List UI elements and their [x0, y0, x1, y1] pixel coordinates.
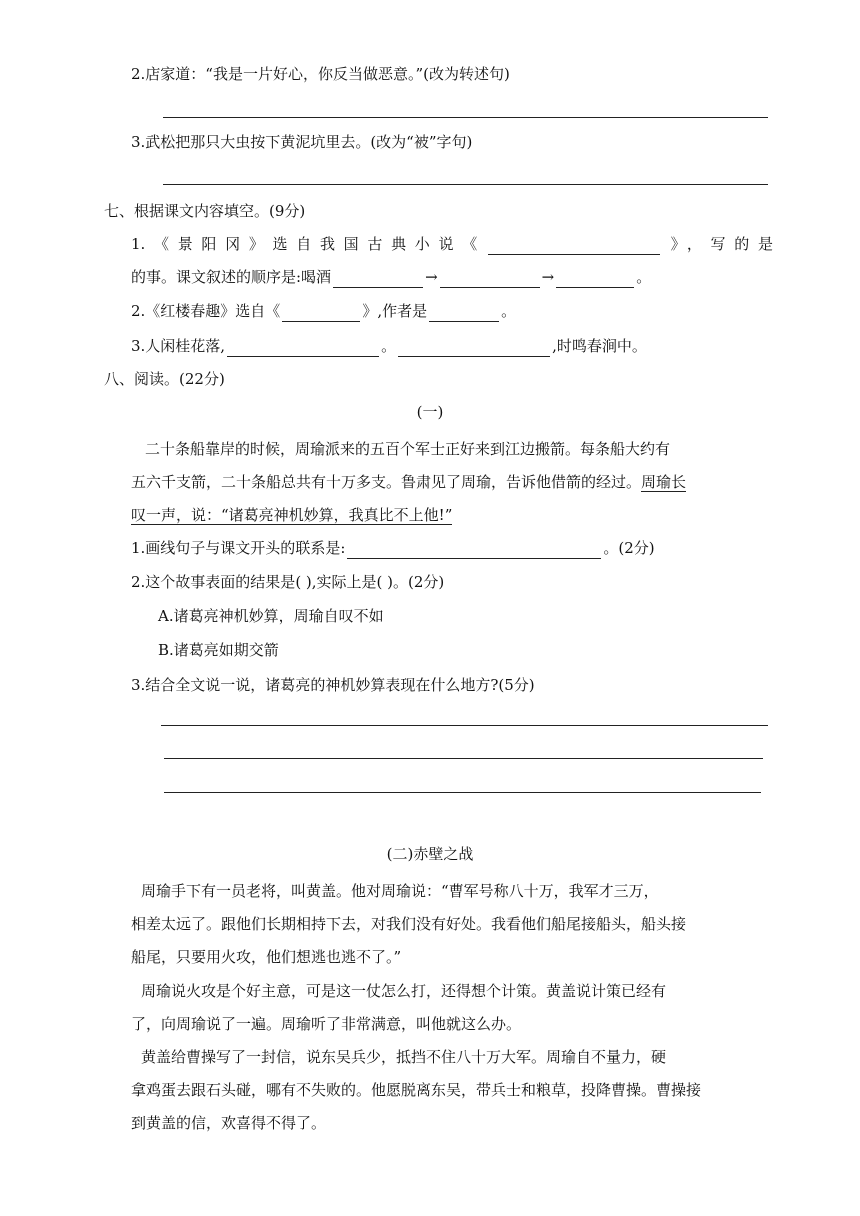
blank-novel-name[interactable] — [488, 236, 660, 255]
blank-source-book[interactable] — [282, 303, 360, 322]
p2-line: 周瑜说火攻是个好主意，可是这一仗怎么打，还得想个计策。黄盖说计策已经有 — [141, 982, 667, 1000]
s7-item3-text-c: ,时鸣春涧中。 — [552, 337, 647, 355]
passage1-line-1-text: 二十条船靠岸的时候，周瑜派来的五百个军士正好来到江边搬箭。每条船大约有 — [145, 440, 671, 458]
s7-item1-text-c: 的事。课文叙述的顺序是:喝酒 — [131, 268, 332, 286]
passage1-title-row — [0, 401, 860, 423]
s7-item-3 — [131, 335, 647, 357]
passage1-title: (一) — [416, 403, 444, 421]
passage2-title: (二)赤壁之战 — [386, 845, 474, 863]
s7-item1-text-b: 》，写的是 — [661, 235, 773, 253]
passage2-paragraph-3 — [131, 1041, 773, 1140]
blank-poem-line-1[interactable] — [227, 338, 379, 357]
blank-order-1[interactable] — [333, 269, 423, 288]
s7-item-1-line-a — [131, 233, 773, 255]
underlined-sentence-part1: 周瑜长 — [641, 473, 687, 491]
s7-item1-end: 。 — [636, 268, 652, 286]
s7-item2-text-b: 》,作者是 — [362, 302, 428, 320]
p2-line: 拿鸡蛋去跟石头碰，哪有不失败的。他愿脱离东吴，带兵士和粮草，投降曹操。曹操接 — [131, 1081, 702, 1099]
answer-line-p1-q3-2[interactable] — [164, 758, 763, 759]
passage1-line-3 — [131, 499, 773, 532]
passage2-paragraph-2 — [131, 975, 773, 1041]
blank-order-2[interactable] — [440, 269, 540, 288]
option-a[interactable]: A.诸葛亮神机妙算，周瑜自叹不如 — [158, 607, 384, 625]
arrow-icon: → — [541, 268, 555, 286]
answer-line-q3[interactable] — [163, 184, 768, 185]
q6-item-3: 3.武松把那只大虫按下黄泥坑里去。(改为“被”字句) — [131, 133, 473, 151]
p1-q1-text: 1.画线句子与课文开头的联系是: — [131, 539, 346, 557]
s7-item3-text-a: 3.人闲桂花落, — [131, 337, 226, 355]
underlined-sentence-part2: 叹一声，说：“诸葛亮神机妙算，我真比不上他!” — [131, 506, 453, 524]
section8-heading: 八、阅读。(22分) — [104, 370, 225, 388]
s7-item2-end: 。 — [501, 302, 517, 320]
blank-order-3[interactable] — [556, 269, 634, 288]
answer-line-p1-q3-1[interactable] — [161, 725, 768, 726]
p2-line: 黄盖给曹操写了一封信，说东吴兵少，抵挡不住八十万大军。周瑜自不量力，硬 — [141, 1048, 667, 1066]
q6-item-2: 2.店家道：“我是一片好心，你反当做恶意。”(改为转述句) — [131, 65, 510, 83]
answer-line-p1-q3-3[interactable] — [164, 792, 761, 793]
blank-poem-line-2[interactable] — [398, 338, 550, 357]
p2-line: 周瑜手下有一员老将，叫黄盖。他对周瑜说：“曹军号称八十万，我军才三万， — [141, 882, 659, 900]
p1-q1-score: 。(2分) — [603, 539, 655, 557]
s7-item-1-line-b — [131, 266, 651, 288]
p1-question-2: 2.这个故事表面的结果是( ),实际上是( )。(2分) — [131, 573, 445, 591]
option-b[interactable]: B.诸葛亮如期交箭 — [158, 641, 279, 659]
passage2-paragraph-1 — [131, 875, 773, 974]
s7-item1-text-a: 1.《景阳冈》选自我国古典小说《 — [131, 235, 486, 253]
passage1-text — [131, 433, 773, 532]
passage1-line-2-plain: 五六千支箭，二十条船总共有十万多支。鲁肃见了周瑜，告诉他借箭的经过。 — [131, 473, 642, 491]
passage2-title-row — [0, 843, 860, 865]
passage1-line-1 — [131, 433, 773, 466]
section7-heading: 七、根据课文内容填空。(9分) — [104, 202, 306, 220]
answer-line-q2[interactable] — [163, 117, 768, 118]
blank-p1-q1[interactable] — [347, 540, 601, 559]
p2-line: 相差太远了。跟他们长期相持下去，对我们没有好处。我看他们船尾接船头，船头接 — [131, 915, 687, 933]
s7-item-2 — [131, 300, 516, 322]
p1-question-3: 3.结合全文说一说，诸葛亮的神机妙算表现在什么地方?(5分) — [131, 676, 535, 694]
p2-line: 了，向周瑜说了一遍。周瑜听了非常满意，叫他就这么办。 — [131, 1015, 522, 1033]
s7-item3-text-b: 。 — [381, 337, 397, 355]
p2-line: 船尾，只要用火攻，他们想逃也逃不了。” — [131, 948, 402, 966]
p2-line: 到黄盖的信，欢喜得不得了。 — [131, 1114, 327, 1132]
passage1-line-2 — [131, 466, 773, 499]
arrow-icon: → — [425, 268, 438, 286]
p1-question-1 — [131, 537, 655, 559]
blank-author[interactable] — [429, 303, 499, 322]
s7-item2-text-a: 2.《红楼春趣》选自《 — [131, 302, 281, 320]
